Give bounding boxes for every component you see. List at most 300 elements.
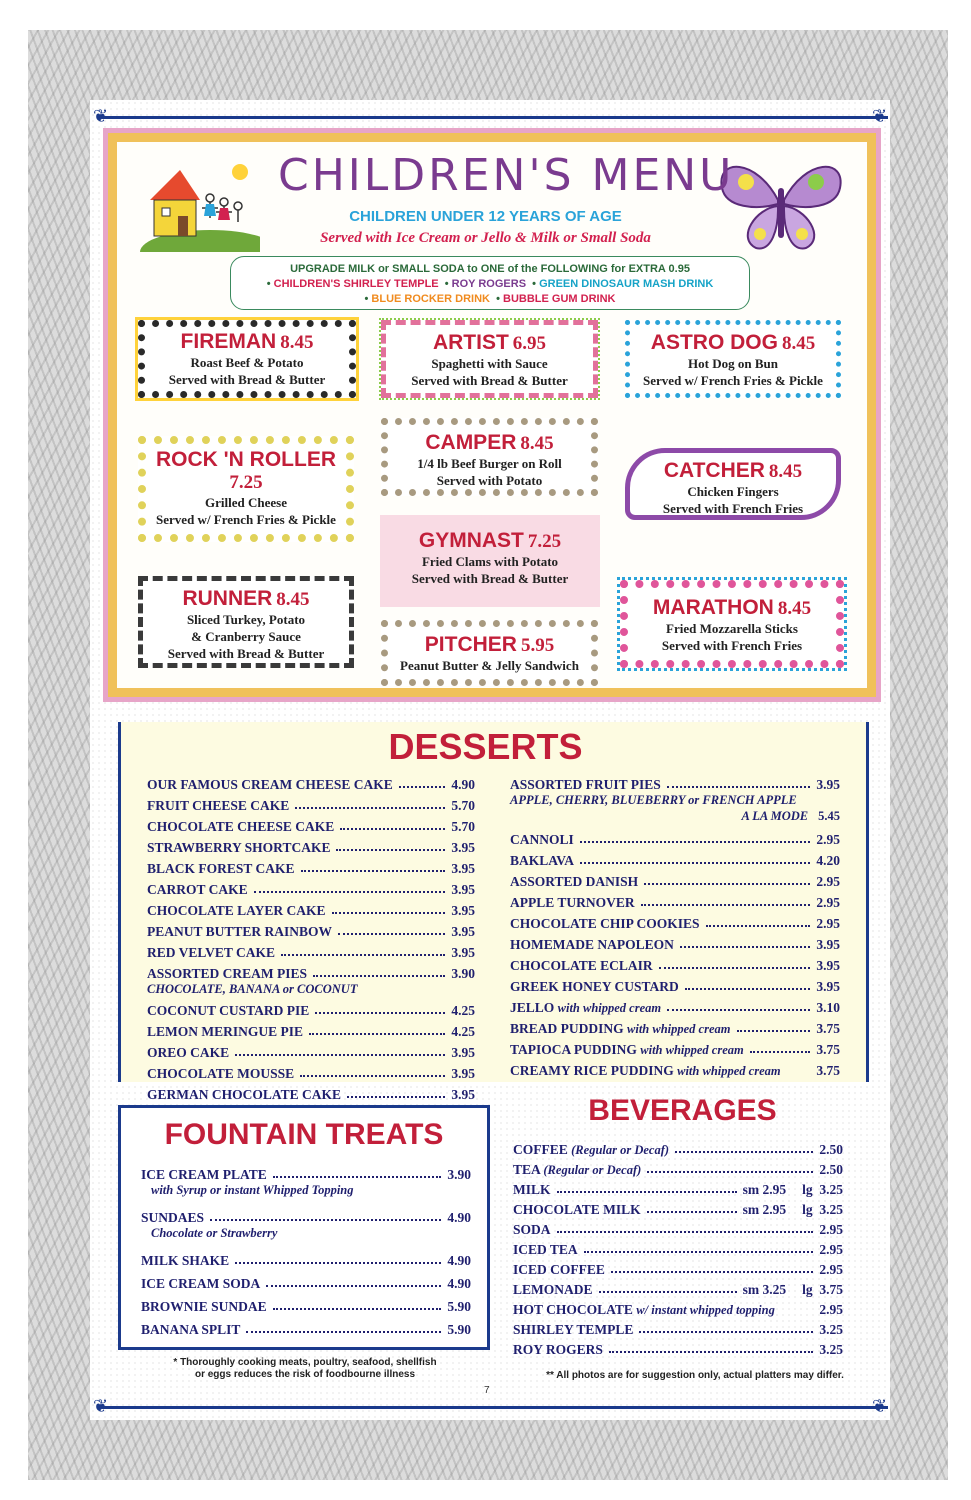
item-name-text: CHOCOLATE MOUSSE — [147, 1066, 295, 1081]
item-name — [510, 1042, 744, 1058]
item-name — [510, 1063, 781, 1079]
menu-row — [510, 974, 840, 995]
item-price: 3.95 — [816, 958, 840, 973]
item-price: 5.45 — [818, 809, 840, 823]
item-price: 3.25 — [819, 1342, 843, 1357]
item-name — [510, 1000, 661, 1016]
item-price: 3.25 — [819, 1322, 843, 1337]
leader-dots — [300, 1075, 445, 1077]
item-name-text: COFFEE — [513, 1142, 568, 1157]
item-name — [510, 1021, 731, 1037]
item-name-text: OREO CAKE — [147, 1045, 230, 1060]
bullet: • — [266, 278, 271, 290]
bullet: • — [496, 293, 500, 305]
menu-row — [513, 1138, 843, 1158]
item-price: 2.95 — [816, 895, 840, 910]
menu-row — [147, 998, 475, 1019]
item-price: 2.95 — [819, 1222, 843, 1237]
item-name — [513, 1182, 551, 1198]
item-price: 3.95 — [451, 1066, 475, 1081]
item-name-text: STRAWBERRY SHORTCAKE — [147, 840, 331, 855]
item-name-text: SODA — [513, 1222, 551, 1237]
item-name — [513, 1142, 669, 1158]
leader-dots — [340, 828, 445, 830]
item-name: ASTRO DOG — [650, 331, 778, 354]
item-note: with whipped cream — [640, 1043, 744, 1057]
corner-ornament-icon: ❦ — [93, 106, 109, 127]
kids-item-artist — [381, 320, 598, 398]
drink-option: ROY ROGERS — [451, 278, 527, 290]
leader-dots — [667, 786, 811, 788]
menu-row — [513, 1258, 843, 1278]
fountain-treats-list — [141, 1160, 471, 1338]
item-name-text: BANANA SPLIT — [141, 1322, 241, 1337]
item-name — [510, 979, 679, 995]
item-price: 2.95 — [819, 1262, 843, 1277]
leader-dots — [399, 786, 446, 788]
leader-dots — [644, 883, 810, 885]
menu-row — [513, 1238, 843, 1258]
menu-row — [147, 940, 475, 961]
item-name-text: ROY ROGERS — [513, 1342, 603, 1357]
item-name-text: TAPIOCA PUDDING — [510, 1042, 637, 1057]
item-price: 8.45 — [768, 461, 803, 482]
item-description: Roast Beef & Potato — [190, 355, 304, 370]
kids-item-camper — [381, 418, 598, 496]
menu-row — [513, 1218, 843, 1238]
item-name: ROCK 'N ROLLER — [156, 448, 336, 471]
item-subtitle: Chocolate or Strawberry — [151, 1226, 278, 1240]
item-description: Served with Potato — [436, 473, 543, 488]
kids-item-runner — [138, 576, 354, 668]
item-price: 3.95 — [451, 882, 475, 897]
menu-row — [513, 1338, 843, 1358]
fountain-treats-title: FOUNTAIN TREATS — [164, 1118, 444, 1151]
menu-row — [141, 1292, 471, 1315]
item-price: 3.75 — [816, 1021, 840, 1036]
item-name: ARTIST — [432, 331, 509, 354]
page-number: 7 — [484, 1385, 490, 1396]
menu-row — [513, 1318, 843, 1338]
item-name-text: MILK SHAKE — [141, 1253, 230, 1268]
leader-dots — [273, 1176, 442, 1178]
item-name-text: GERMAN CHOCOLATE CAKE — [147, 1087, 342, 1102]
item-price: 7.25 — [229, 472, 263, 493]
item-price: 5.70 — [451, 798, 475, 813]
leader-dots — [210, 1219, 441, 1221]
corner-ornament-icon: ❦ — [872, 106, 888, 127]
leader-dots — [639, 1331, 813, 1333]
drink-option: BLUE ROCKER DRINK — [371, 293, 490, 305]
item-description: Served with Bread & Butter — [168, 372, 326, 387]
leader-dots — [580, 862, 810, 864]
item-price: 2.95 — [816, 832, 840, 847]
leader-dots — [254, 891, 446, 893]
leader-dots — [347, 1096, 445, 1098]
item-price: 2.95 — [819, 1302, 843, 1317]
item-name — [147, 819, 334, 835]
leader-dots — [680, 946, 811, 948]
leader-dots — [309, 1033, 445, 1035]
item-name — [513, 1342, 603, 1358]
menu-row — [141, 1203, 471, 1226]
item-description: & Cranberry Sauce — [191, 629, 301, 644]
menu-row — [147, 919, 475, 940]
leader-dots — [557, 1231, 814, 1233]
item-name — [513, 1262, 605, 1278]
item-name-text: CHOCOLATE LAYER CAKE — [147, 903, 326, 918]
item-price: 4.20 — [816, 853, 840, 868]
item-name-text: ASSORTED DANISH — [510, 874, 639, 889]
item-description: Served with Bread & Butter — [411, 373, 568, 388]
item-name — [147, 798, 289, 814]
item-price: 2.95 — [816, 874, 840, 889]
item-name — [147, 945, 275, 961]
kids-item-marathon — [620, 580, 844, 668]
item-name-text: BLACK FOREST CAKE — [147, 861, 295, 876]
menu-row — [510, 995, 840, 1016]
small-price: sm 2.95 — [742, 1202, 787, 1217]
leader-dots — [313, 975, 445, 977]
bullet: • — [444, 278, 449, 290]
item-name — [513, 1222, 551, 1238]
leader-dots — [647, 1171, 813, 1173]
item-name-text: LEMONADE — [513, 1282, 593, 1297]
leader-dots — [737, 1030, 811, 1032]
leader-dots — [332, 912, 446, 914]
item-name-text: BROWNIE SUNDAE — [141, 1299, 267, 1314]
menu-row — [141, 1315, 471, 1338]
leader-dots — [609, 1351, 813, 1353]
note-line: or eggs reduces the risk of foodbourne illness — [194, 1369, 416, 1380]
menu-row — [147, 1040, 475, 1061]
item-note: (Regular or Decaf) — [571, 1143, 670, 1157]
item-name-text: PEANUT BUTTER RAINBOW — [147, 924, 333, 939]
top-rule — [98, 116, 888, 119]
item-description: Fried Clams with Potato — [421, 554, 559, 569]
item-name — [510, 958, 653, 974]
item-name — [513, 1202, 641, 1218]
drink-option: BUBBLE GUM DRINK — [503, 293, 616, 305]
menu-row — [510, 848, 840, 869]
item-description: Chicken Fingers — [687, 484, 779, 499]
item-price: 4.25 — [451, 1024, 475, 1039]
item-name-text: CREAMY RICE PUDDING — [510, 1063, 674, 1078]
menu-row — [513, 1158, 843, 1178]
desserts-right-column — [510, 772, 840, 1079]
item-price: 4.90 — [447, 1210, 471, 1225]
upgrade-drink-box — [230, 256, 750, 310]
item-name — [141, 1299, 267, 1315]
item-price: 8.45 — [777, 598, 812, 619]
item-price: 8.45 — [520, 433, 554, 454]
item-name-text: COCONUT CUSTARD PIE — [147, 1003, 310, 1018]
item-description: Served with Bread & Butter — [411, 571, 569, 586]
item-price: 3.95 — [451, 1045, 475, 1060]
item-price: lg 3.25 — [802, 1182, 843, 1197]
leader-dots — [675, 1151, 813, 1153]
item-price: 3.10 — [816, 1000, 840, 1015]
item-name — [147, 1087, 341, 1103]
leader-dots — [557, 1191, 737, 1193]
leader-dots — [659, 967, 811, 969]
beverages-list — [513, 1138, 843, 1358]
leader-dots — [667, 1009, 810, 1011]
leader-dots — [647, 1211, 737, 1213]
menu-row — [147, 898, 475, 919]
item-price: lg 3.25 — [802, 1202, 843, 1217]
item-subtitle: APPLE, CHERRY, BLUEBERRY or FRENCH APPLE — [510, 793, 797, 807]
menu-row — [147, 1082, 475, 1103]
item-name-text: ASSORTED FRUIT PIES — [510, 777, 661, 792]
item-name-text: SHIRLEY TEMPLE — [513, 1322, 634, 1337]
drink-option: GREEN DINOSAUR MASH DRINK — [539, 278, 714, 290]
menu-row — [147, 961, 475, 982]
item-price: 5.70 — [451, 819, 475, 834]
leader-dots — [295, 807, 445, 809]
item-description: Spaghetti with Sauce — [431, 356, 548, 371]
item-name: GYMNAST — [418, 529, 524, 552]
leader-dots — [750, 1051, 811, 1053]
item-name-text: TEA — [513, 1162, 541, 1177]
item-name-text: FRUIT CHEESE CAKE — [147, 798, 290, 813]
item-name-text: CANNOLI — [510, 832, 574, 847]
item-price: 6.95 — [512, 333, 547, 354]
item-note: with whipped cream — [557, 1001, 662, 1015]
item-price: 8.45 — [781, 333, 816, 354]
item-name — [147, 777, 393, 793]
a-la-mode-row — [510, 809, 840, 827]
item-price: 2.50 — [819, 1162, 843, 1177]
item-note: with whipped cream — [677, 1064, 781, 1078]
served-with-note: Served with Ice Cream or Jello & Milk or Small Soda — [320, 230, 651, 246]
item-price: 3.95 — [451, 945, 475, 960]
item-name — [147, 840, 330, 856]
item-name — [513, 1302, 775, 1318]
item-description: Served with French Fries — [661, 638, 803, 653]
menu-row — [513, 1298, 843, 1318]
item-price: 2.95 — [819, 1242, 843, 1257]
kids-item-astro-dog — [625, 320, 841, 398]
item-price: 3.95 — [451, 840, 475, 855]
item-price: 8.45 — [280, 332, 314, 353]
beverages-title: BEVERAGES — [588, 1094, 777, 1127]
item-name — [147, 903, 326, 919]
menu-row — [147, 1019, 475, 1040]
menu-row — [147, 877, 475, 898]
item-description: Fried Mozzarella Sticks — [666, 621, 798, 636]
item-name-text: MILK — [513, 1182, 551, 1197]
item-subtitle: A LA MODE — [741, 809, 809, 823]
corner-ornament-icon: ❦ — [872, 1396, 888, 1417]
item-description: Peanut Butter & Jelly Sandwich — [400, 658, 579, 673]
item-description: Served w/ French Fries & Pickle — [156, 512, 336, 527]
note-line: * Thoroughly cooking meats, poultry, seafood, shellfish — [173, 1357, 437, 1368]
item-price: 2.50 — [819, 1142, 843, 1157]
menu-row — [510, 772, 840, 793]
food-safety-note — [120, 1357, 490, 1381]
menu-row — [147, 835, 475, 856]
leader-dots — [599, 1291, 737, 1293]
leader-dots — [246, 1331, 441, 1333]
menu-row — [147, 814, 475, 835]
item-name — [147, 1024, 303, 1040]
item-price: 3.75 — [816, 1042, 840, 1057]
item-price: 4.25 — [451, 1003, 475, 1018]
bullet: • — [364, 293, 369, 305]
item-name — [510, 777, 661, 793]
leader-dots — [235, 1262, 441, 1264]
menu-row — [147, 1061, 475, 1082]
item-note: with whipped cream — [627, 1022, 731, 1036]
item-name-text: ASSORTED CREAM PIES — [147, 966, 308, 981]
item-price: 3.95 — [451, 924, 475, 939]
leader-dots — [611, 1271, 813, 1273]
item-name-text: ICE CREAM SODA — [141, 1276, 261, 1291]
item-price: 4.90 — [447, 1253, 471, 1268]
photo-disclaimer: ** All photos are for suggestion only, actual platters may differ. — [546, 1370, 844, 1381]
item-name-text: HOMEMADE NAPOLEON — [510, 937, 674, 952]
menu-row — [510, 1058, 840, 1079]
menu-row — [141, 1246, 471, 1269]
item-price: 3.95 — [816, 937, 840, 952]
leader-dots — [685, 988, 811, 990]
item-name-text: RED VELVET CAKE — [147, 945, 276, 960]
drink-option: CHILDREN'S SHIRLEY TEMPLE — [273, 278, 439, 290]
item-name — [141, 1167, 267, 1183]
item-name-text: CARROT CAKE — [147, 882, 248, 897]
leader-dots — [580, 841, 811, 843]
item-name — [141, 1322, 240, 1338]
item-name-text: BAKLAVA — [510, 853, 575, 868]
item-name — [141, 1276, 260, 1292]
menu-row — [513, 1278, 843, 1298]
menu-row — [510, 1037, 840, 1058]
item-name-text: APPLE TURNOVER — [510, 895, 635, 910]
item-name: CAMPER — [425, 431, 517, 454]
menu-row — [141, 1269, 471, 1292]
leader-dots — [301, 870, 446, 872]
desserts-title: DESSERTS — [388, 726, 583, 767]
item-name-text: LEMON MERINGUE PIE — [147, 1024, 304, 1039]
upgrade-heading: UPGRADE MILK or SMALL SODA to ONE of the FOLLOWING for EXTRA 0.95 — [290, 263, 690, 275]
item-name: CATCHER — [663, 459, 765, 482]
leader-dots — [706, 925, 811, 927]
leader-dots — [336, 849, 445, 851]
item-note: (Regular or Decaf) — [543, 1163, 642, 1177]
item-name — [513, 1242, 578, 1258]
item-name: PITCHER — [424, 633, 517, 656]
menu-row — [510, 827, 840, 848]
item-name-text: HOT CHOCOLATE — [513, 1302, 633, 1317]
item-name: MARATHON — [652, 596, 774, 619]
item-price: 5.90 — [447, 1322, 471, 1337]
menu-row — [510, 869, 840, 890]
item-name-text: ICED COFFEE — [513, 1262, 605, 1277]
item-name — [510, 853, 574, 869]
kids-item-fireman — [138, 320, 356, 398]
item-name — [147, 1003, 309, 1019]
corner-ornament-icon: ❦ — [93, 1396, 109, 1417]
item-name-text: JELLO — [510, 1000, 555, 1015]
bottom-rule — [98, 1406, 888, 1409]
item-name — [147, 1045, 229, 1061]
item-price: 7.25 — [527, 531, 562, 552]
kids-item-gymnast — [380, 515, 600, 607]
item-name-text: SUNDAES — [141, 1210, 205, 1225]
menu-row — [510, 911, 840, 932]
item-name — [147, 1066, 294, 1082]
small-price: sm 3.25 — [742, 1282, 787, 1297]
desserts-left-column — [147, 772, 475, 1103]
item-name-text: CHOCOLATE MILK — [513, 1202, 641, 1217]
kids-item-catcher — [625, 448, 841, 520]
menu-row — [510, 953, 840, 974]
menu-row — [510, 1016, 840, 1037]
leader-dots — [315, 1012, 445, 1014]
age-note: CHILDREN UNDER 12 YEARS OF AGE — [349, 208, 622, 225]
item-description: Served with Bread & Butter — [167, 646, 325, 661]
item-description: Hot Dog on Bun — [688, 356, 778, 371]
item-name — [147, 861, 295, 877]
item-name-text: BREAD PUDDING — [510, 1021, 624, 1036]
leader-dots — [641, 904, 811, 906]
item-name-text: GREEK HONEY CUSTARD — [510, 979, 679, 994]
item-name — [147, 882, 248, 898]
item-description: Sliced Turkey, Potato — [186, 612, 306, 627]
item-price: 2.95 — [816, 916, 840, 931]
leader-dots — [338, 933, 445, 935]
item-name — [513, 1162, 641, 1178]
menu-row — [147, 856, 475, 877]
item-price: 3.90 — [447, 1167, 471, 1182]
menu-row — [513, 1198, 843, 1218]
item-name — [510, 937, 674, 953]
item-price: 3.90 — [451, 966, 475, 981]
leader-dots — [281, 954, 445, 956]
item-price: 5.90 — [447, 1299, 471, 1314]
item-price: 3.95 — [451, 861, 475, 876]
item-name-text: OUR FAMOUS CREAM CHEESE CAKE — [147, 777, 393, 792]
item-description: Served with French Fries — [662, 501, 804, 516]
item-price: 5.95 — [520, 635, 555, 656]
item-name-text: ICE CREAM PLATE — [141, 1167, 267, 1182]
item-name-text: ICED TEA — [513, 1242, 578, 1257]
item-name-text: CHOCOLATE CHIP COOKIES — [510, 916, 700, 931]
item-name: FIREMAN — [180, 330, 277, 353]
kids-item-rock-n-roller — [138, 436, 354, 542]
item-name — [510, 832, 574, 848]
item-price: lg 3.75 — [802, 1282, 843, 1297]
menu-row — [147, 772, 475, 793]
childrens-menu-title: CHILDREN'S MENU — [278, 150, 735, 201]
item-name — [141, 1210, 204, 1226]
item-name — [510, 895, 635, 911]
bullet: • — [532, 278, 537, 290]
item-subtitle: with Syrup or instant Whipped Topping — [151, 1183, 354, 1197]
kids-item-pitcher — [381, 620, 598, 686]
item-price: 3.95 — [816, 777, 840, 792]
item-name: RUNNER — [182, 587, 273, 610]
menu-row — [147, 793, 475, 814]
item-price: 3.95 — [816, 979, 840, 994]
item-name — [510, 874, 638, 890]
item-description: 1/4 lb Beef Burger on Roll — [417, 456, 562, 471]
item-price: 3.95 — [451, 1087, 475, 1102]
menu-row — [141, 1160, 471, 1183]
item-name — [510, 916, 700, 932]
leader-dots — [584, 1251, 814, 1253]
